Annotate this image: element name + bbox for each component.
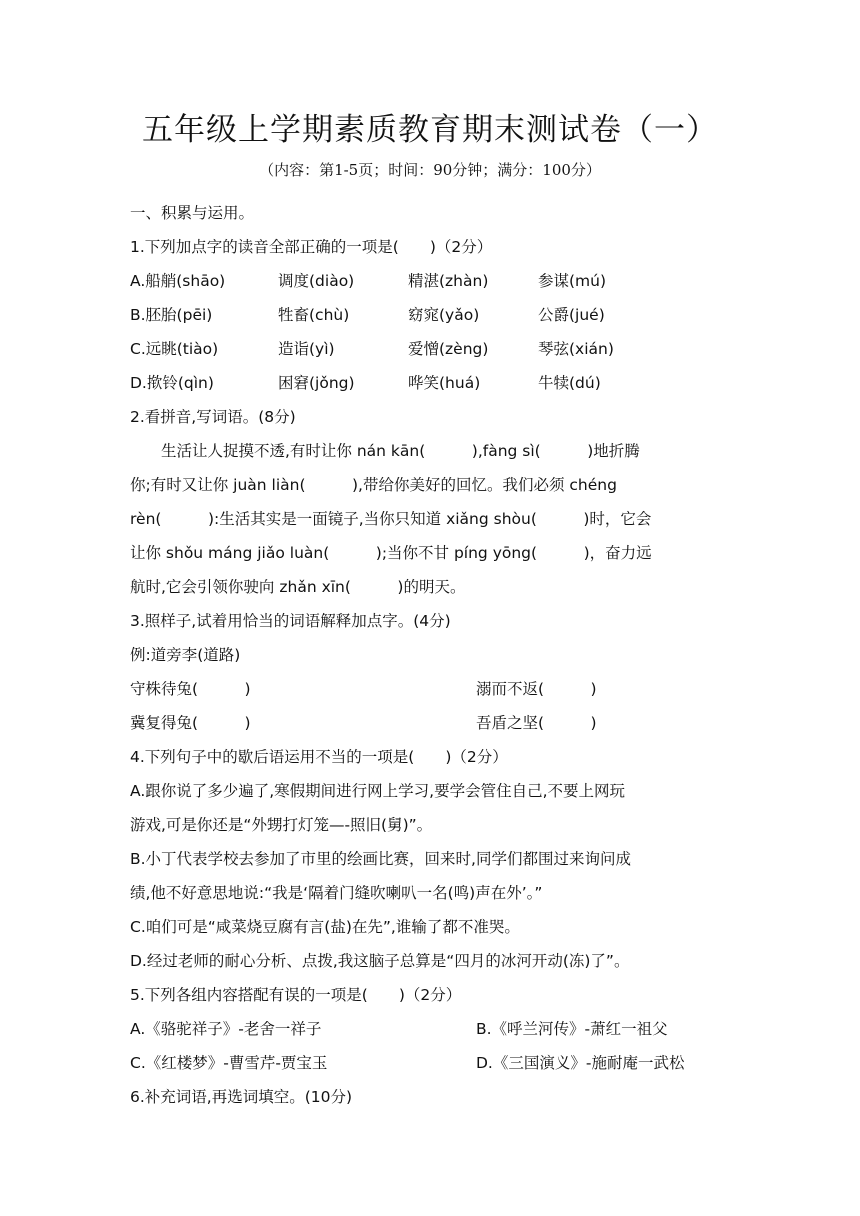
q4-option-line: D.经过老师的耐心分析、点拨,我这脑子总算是“四月的冰河开动(冻)了”。 <box>130 952 630 970</box>
q5-option-row <box>130 1012 730 1046</box>
q2-passage-line: 你;有时又让你 juàn liàn( ),带给你美好的回忆。我们必须 chéng <box>130 476 617 494</box>
question-2-stem: 2.看拼音,写词语。(8分) <box>130 408 296 426</box>
q4-option-line: C.咱们可是“咸菜烧豆腐有言(盐)在先”,谁输了都不准哭。 <box>130 918 520 936</box>
q1-option-cell: 哗笑(huá) <box>408 374 481 392</box>
question-5-stem: 5.下列各组内容搭配有误的一项是( )（2分） <box>130 986 462 1004</box>
question-6-stem: 6.补充词语,再选词填空。(10分) <box>130 1088 353 1106</box>
q1-option-cell: 困窘(jǒng) <box>278 374 355 392</box>
q1-option-cell: 调度(diào) <box>278 272 355 290</box>
q5-option-row <box>130 1046 730 1080</box>
q5-option: D.《三国演义》-施耐庵一武松 <box>476 1054 685 1072</box>
q3-example: 例:道旁李(道路) <box>130 646 241 664</box>
q3-item: 冀复得兔( ) <box>130 714 251 732</box>
q1-option-cell: B.胚胎(pēi) <box>130 306 213 324</box>
q2-passage-line: 生活让人捉摸不透,有时让你 nán kān( ),fàng sì( )地折腾 <box>161 442 640 460</box>
q2-passage-line: 航时,它会引领你驶向 zhǎn xīn( )的明天。 <box>130 578 466 596</box>
q1-option-cell: 窈窕(yǎo) <box>408 306 480 324</box>
q5-option: B.《呼兰河传》-萧红一祖父 <box>476 1020 668 1038</box>
question-4-stem: 4.下列句子中的歇后语运用不当的一项是( )（2分） <box>130 748 508 766</box>
question-3-stem: 3.照样子,试着用恰当的词语解释加点字。(4分) <box>130 612 451 630</box>
q3-item-row <box>130 706 730 740</box>
q1-option-cell: D.揿铃(qìn) <box>130 374 214 392</box>
q1-option-cell: 琴弦(xián) <box>538 340 614 358</box>
q1-option-cell: 牛犊(dú) <box>538 374 601 392</box>
page-subtitle: （内容：第1-5页；时间：90分钟；满分：100分） <box>259 161 601 179</box>
q3-item: 吾盾之坚( ) <box>476 714 597 732</box>
q3-item-row <box>130 672 730 706</box>
q1-option-row <box>130 366 730 400</box>
q5-option: A.《骆驼祥子》-老舍一祥子 <box>130 1020 322 1038</box>
page-title: 五年级上学期素质教育期末测试卷（一） <box>142 112 718 148</box>
q1-option-cell: 公爵(jué) <box>538 306 605 324</box>
q2-passage-line: rèn( ):生活其实是一面镜子,当你只知道 xiǎng shòu( )时，它会 <box>130 510 652 528</box>
q1-option-cell: 参谋(mú) <box>538 272 607 290</box>
section-heading: 一、积累与运用。 <box>130 204 255 222</box>
q4-option-line: 绩,他不好意思地说:“我是‘隔着门缝吹喇叭一名(鸣)声在外’。” <box>130 884 543 902</box>
q1-option-cell: C.远眺(tiào) <box>130 340 219 358</box>
q4-option-line: B.小丁代表学校去参加了市里的绘画比赛，回来时,同学们都围过来询问成 <box>130 850 631 868</box>
q1-option-cell: 造诣(yì) <box>278 340 335 358</box>
q5-option: C.《红楼梦》-曹雪芹-贾宝玉 <box>130 1054 328 1072</box>
q1-option-cell: A.船艄(shāo) <box>130 272 226 290</box>
q4-option-line: 游戏,可是你还是“外甥打灯笼—-照旧(舅)”。 <box>130 816 433 834</box>
q3-item: 溺而不返( ) <box>476 680 597 698</box>
q1-option-row <box>130 332 730 366</box>
q1-option-cell: 爱憎(zèng) <box>408 340 489 358</box>
q1-option-cell: 牲畜(chù) <box>278 306 350 324</box>
q1-option-cell: 精湛(zhàn) <box>408 272 489 290</box>
q2-passage-line: 让你 shǒu máng jiǎo luàn( );当你不甘 píng yōng( )，奋力远 <box>130 544 652 562</box>
question-1-stem: 1.下列加点字的读音全部正确的一项是( )（2分） <box>130 238 493 256</box>
q3-item: 守株待兔( ) <box>130 680 251 698</box>
q1-option-row <box>130 298 730 332</box>
q4-option-line: A.跟你说了多少遍了,寒假期间进行网上学习,要学会管住自己,不要上网玩 <box>130 782 626 800</box>
q1-option-row <box>130 264 730 298</box>
